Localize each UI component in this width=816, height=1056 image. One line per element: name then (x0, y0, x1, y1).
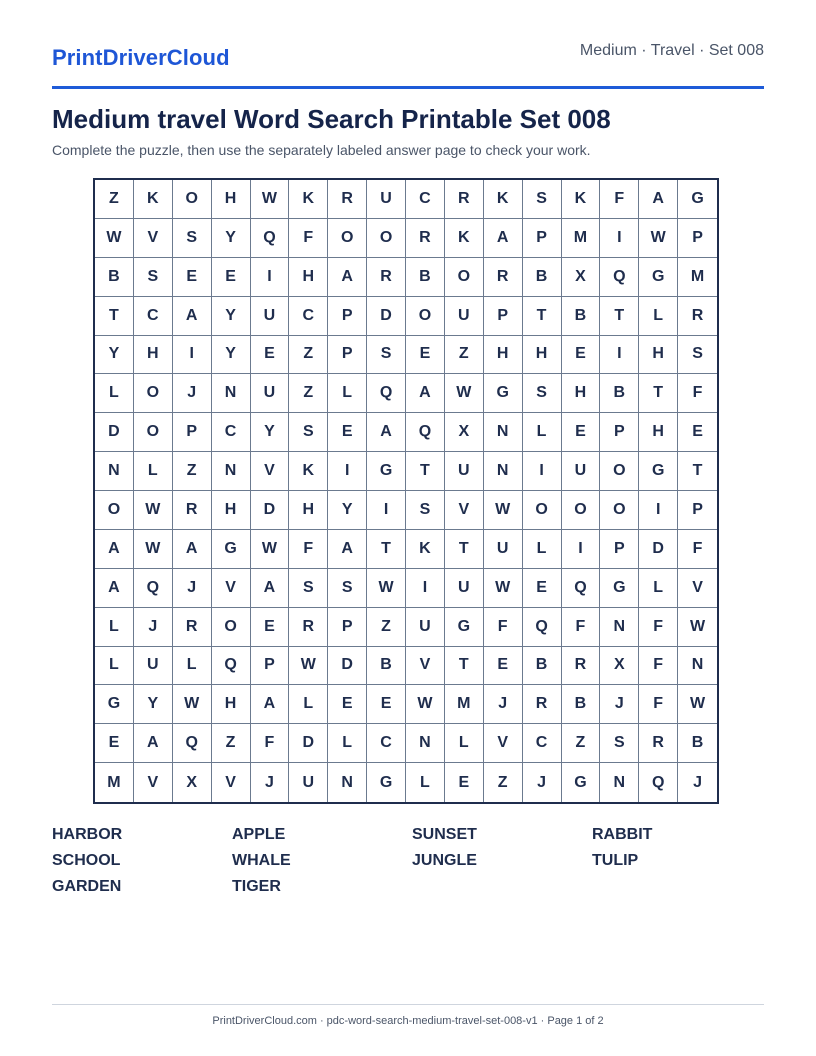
grid-cell: W (639, 219, 678, 258)
grid-cell: L (639, 297, 678, 336)
grid-cell: Z (445, 336, 484, 375)
grid-cell: N (95, 452, 134, 491)
grid-cell: L (328, 374, 367, 413)
grid-cell: H (523, 336, 562, 375)
grid-cell: H (562, 374, 601, 413)
grid-cell: U (251, 297, 290, 336)
grid-cell: E (406, 336, 445, 375)
grid-cell: P (600, 530, 639, 569)
grid-cell: O (406, 297, 445, 336)
grid-cell: M (562, 219, 601, 258)
grid-cell: B (562, 685, 601, 724)
grid-cell: Z (367, 608, 406, 647)
grid-cell: E (251, 608, 290, 647)
word-list-item: TULIP (592, 852, 639, 869)
word-list-item: RABBIT (592, 826, 653, 843)
grid-cell: H (639, 413, 678, 452)
grid-cell: A (173, 297, 212, 336)
grid-cell: M (678, 258, 717, 297)
grid-cell: S (523, 180, 562, 219)
grid-cell: Q (600, 258, 639, 297)
grid-cell: P (600, 413, 639, 452)
grid-cell: H (289, 491, 328, 530)
grid-cell: G (484, 374, 523, 413)
grid-cell: R (367, 258, 406, 297)
grid-cell: V (484, 724, 523, 763)
grid-cell: B (95, 258, 134, 297)
grid-cell: Q (406, 413, 445, 452)
grid-cell: R (406, 219, 445, 258)
grid-cell: P (328, 336, 367, 375)
grid-cell: G (367, 763, 406, 802)
grid-cell: N (484, 413, 523, 452)
grid-cell: Z (289, 336, 328, 375)
grid-cell: I (328, 452, 367, 491)
grid-cell: Y (95, 336, 134, 375)
grid-cell: A (95, 569, 134, 608)
grid-cell: J (173, 569, 212, 608)
grid-cell: Q (173, 724, 212, 763)
grid-cell: B (562, 297, 601, 336)
grid-cell: E (523, 569, 562, 608)
grid-cell: Q (251, 219, 290, 258)
grid-cell: S (289, 569, 328, 608)
grid-cell: Y (134, 685, 173, 724)
grid-cell: N (406, 724, 445, 763)
grid-cell: C (212, 413, 251, 452)
grid-cell: L (523, 413, 562, 452)
grid-cell: J (134, 608, 173, 647)
grid-cell: L (289, 685, 328, 724)
grid-cell: G (212, 530, 251, 569)
grid-cell: R (289, 608, 328, 647)
grid-cell: D (367, 297, 406, 336)
grid-cell: G (367, 452, 406, 491)
grid-cell: U (445, 297, 484, 336)
grid-cell: D (95, 413, 134, 452)
grid-cell: V (678, 569, 717, 608)
grid-cell: X (562, 258, 601, 297)
grid-cell: E (212, 258, 251, 297)
word-list-item: JUNGLE (412, 852, 477, 869)
grid-cell: D (639, 530, 678, 569)
grid-cell: S (289, 413, 328, 452)
grid-cell: O (600, 491, 639, 530)
grid-cell: T (445, 647, 484, 686)
grid-cell: F (678, 530, 717, 569)
grid-cell: S (523, 374, 562, 413)
grid-cell: S (367, 336, 406, 375)
grid-cell: U (251, 374, 290, 413)
grid-cell: T (523, 297, 562, 336)
grid-cell: G (95, 685, 134, 724)
grid-cell: Y (212, 219, 251, 258)
word-list-item: SUNSET (412, 826, 477, 843)
grid-cell: Q (212, 647, 251, 686)
grid-cell: V (445, 491, 484, 530)
grid-cell: E (95, 724, 134, 763)
grid-cell: Y (251, 413, 290, 452)
grid-cell: B (367, 647, 406, 686)
grid-cell: S (328, 569, 367, 608)
grid-cell: A (251, 685, 290, 724)
grid-cell: R (562, 647, 601, 686)
grid-cell: Z (173, 452, 212, 491)
word-list-item: GARDEN (52, 878, 122, 895)
grid-cell: L (173, 647, 212, 686)
grid-cell: N (328, 763, 367, 802)
page-footer (52, 1004, 764, 1027)
grid-cell: I (562, 530, 601, 569)
grid-cell: W (251, 180, 290, 219)
grid-cell: Q (134, 569, 173, 608)
grid-cell: Z (95, 180, 134, 219)
word-list (52, 824, 772, 902)
grid-cell: R (523, 685, 562, 724)
grid-cell: I (600, 336, 639, 375)
grid-cell: S (600, 724, 639, 763)
grid-cell: F (600, 180, 639, 219)
grid-cell: J (173, 374, 212, 413)
grid-cell: R (678, 297, 717, 336)
grid-cell: N (484, 452, 523, 491)
word-list-item: APPLE (232, 826, 286, 843)
grid-cell: A (406, 374, 445, 413)
grid-cell: N (212, 374, 251, 413)
grid-cell: F (639, 608, 678, 647)
grid-cell: W (173, 685, 212, 724)
grid-cell: K (562, 180, 601, 219)
grid-cell: D (289, 724, 328, 763)
grid-cell: X (445, 413, 484, 452)
grid-cell: C (289, 297, 328, 336)
grid-cell: R (639, 724, 678, 763)
grid-cell: U (445, 569, 484, 608)
grid-cell: P (678, 219, 717, 258)
grid-cell: H (639, 336, 678, 375)
grid-cell: I (639, 491, 678, 530)
grid-cell: G (639, 452, 678, 491)
grid-cell: G (639, 258, 678, 297)
grid-cell: R (173, 491, 212, 530)
grid-cell: A (328, 530, 367, 569)
grid-cell: E (328, 413, 367, 452)
grid-cell: V (251, 452, 290, 491)
grid-cell: W (445, 374, 484, 413)
grid-cell: P (173, 413, 212, 452)
grid-cell: J (693, 773, 703, 791)
grid-cell: P (484, 297, 523, 336)
grid-cell: E (678, 413, 717, 452)
grid-cell: X (173, 763, 212, 802)
grid-cell: V (134, 219, 173, 258)
grid-cell: U (367, 180, 406, 219)
grid-cell: N (600, 763, 639, 802)
grid-cell: U (289, 763, 328, 802)
grid-cell: L (95, 374, 134, 413)
grid-cell: T (600, 297, 639, 336)
grid-cell: P (678, 491, 717, 530)
grid-cell: B (600, 374, 639, 413)
grid-cell: A (367, 413, 406, 452)
grid-cell: F (639, 647, 678, 686)
grid-cell: Z (562, 724, 601, 763)
grid-cell: E (173, 258, 212, 297)
grid-cell: W (484, 491, 523, 530)
grid-cell: O (523, 491, 562, 530)
grid-cell: E (484, 647, 523, 686)
grid-cell: E (562, 336, 601, 375)
grid-cell: J (523, 763, 562, 802)
grid-cell: Q (367, 374, 406, 413)
grid-cell: P (328, 297, 367, 336)
grid-cell: W (95, 219, 134, 258)
grid-cell: S (173, 219, 212, 258)
grid-cell: S (134, 258, 173, 297)
grid-cell: A (639, 180, 678, 219)
grid-cell: E (562, 413, 601, 452)
grid-cell: K (289, 180, 328, 219)
grid-cell: O (600, 452, 639, 491)
grid-cell: U (484, 530, 523, 569)
grid-cell: L (134, 452, 173, 491)
page-subtitle: Complete the puzzle, then use the separately labeled answer page to check your work. (52, 142, 591, 158)
grid-cell: F (639, 685, 678, 724)
grid-cell: H (212, 180, 251, 219)
grid-cell: T (95, 297, 134, 336)
grid-cell: W (678, 685, 717, 724)
grid-cell: E (251, 336, 290, 375)
grid-cell: H (484, 336, 523, 375)
page-title: Medium travel Word Search Printable Set 008 (52, 104, 611, 134)
grid-cell: X (600, 647, 639, 686)
grid-cell: O (562, 491, 601, 530)
grid-cell: Z (484, 763, 523, 802)
grid-cell: E (328, 685, 367, 724)
grid-cell: V (406, 647, 445, 686)
grid-cell: P (251, 647, 290, 686)
grid-cell: K (445, 219, 484, 258)
grid-cell: K (406, 530, 445, 569)
grid-cell: G (445, 608, 484, 647)
word-list-item: TIGER (232, 878, 281, 895)
grid-cell: N (212, 452, 251, 491)
grid-cell: T (445, 530, 484, 569)
grid-cell: L (328, 724, 367, 763)
grid-cell: A (328, 258, 367, 297)
grid-cell: M (95, 763, 134, 802)
grid-cell: Z (289, 374, 328, 413)
grid-cell: C (367, 724, 406, 763)
grid-cell: K (134, 180, 173, 219)
grid-cell: Q (523, 608, 562, 647)
grid-cell: T (406, 452, 445, 491)
grid-cell: F (289, 219, 328, 258)
grid-cell: L (406, 763, 445, 802)
grid-cell: N (600, 608, 639, 647)
grid-cell: H (212, 685, 251, 724)
grid-cell: C (406, 180, 445, 219)
grid-cell: P (523, 219, 562, 258)
grid-cell: B (523, 647, 562, 686)
grid-cell: L (523, 530, 562, 569)
grid-cell: L (639, 569, 678, 608)
grid-cell: U (445, 452, 484, 491)
grid-cell: V (134, 763, 173, 802)
grid-cell: T (367, 530, 406, 569)
grid-cell: L (95, 647, 134, 686)
grid-cell: A (173, 530, 212, 569)
grid-cell: G (678, 180, 717, 219)
grid-cell: C (523, 724, 562, 763)
grid-cell: D (328, 647, 367, 686)
grid-cell: L (445, 724, 484, 763)
grid-cell: R (445, 180, 484, 219)
grid-cell: G (562, 763, 601, 802)
grid-cell: A (134, 724, 173, 763)
word-list-item: HARBOR (52, 826, 123, 843)
grid-cell: O (173, 180, 212, 219)
brand-logo[interactable]: PrintDriverCloud (52, 45, 230, 70)
grid-cell: W (367, 569, 406, 608)
grid-cell: I (251, 258, 290, 297)
grid-cell: O (367, 219, 406, 258)
puzzle-meta: Medium · Travel · Set 008 (579, 42, 764, 59)
grid-cell: Q (562, 569, 601, 608)
grid-cell: T (639, 374, 678, 413)
grid-cell: I (173, 336, 212, 375)
grid-cell: K (484, 180, 523, 219)
grid-cell: B (406, 258, 445, 297)
grid-cell: W (251, 530, 290, 569)
word-list-item: WHALE (232, 852, 291, 869)
grid-cell: J (600, 685, 639, 724)
grid-cell: M (445, 685, 484, 724)
grid-cell: U (406, 608, 445, 647)
grid-cell: I (523, 452, 562, 491)
grid-cell: I (406, 569, 445, 608)
grid-cell: D (251, 491, 290, 530)
grid-cell: P (328, 608, 367, 647)
grid-cell: W (289, 647, 328, 686)
grid-cell: H (212, 491, 251, 530)
grid-cell: U (562, 452, 601, 491)
grid-cell: I (600, 219, 639, 258)
grid-cell: A (95, 530, 134, 569)
grid-cell: C (134, 297, 173, 336)
grid-cell: O (134, 413, 173, 452)
grid-cell: F (562, 608, 601, 647)
grid-cell: T (678, 452, 717, 491)
grid-cell: H (134, 336, 173, 375)
grid-cell: W (134, 530, 173, 569)
grid-cell: G (600, 569, 639, 608)
grid-cell: L (95, 608, 134, 647)
grid-cell: W (134, 491, 173, 530)
grid-cell: F (251, 724, 290, 763)
grid-cell: Z (212, 724, 251, 763)
grid-cell: R (328, 180, 367, 219)
grid-cell: I (367, 491, 406, 530)
grid-cell: A (251, 569, 290, 608)
grid-cell: Q (639, 763, 678, 802)
grid-cell: H (289, 258, 328, 297)
grid-cell: V (212, 763, 251, 802)
grid-cell: J (251, 763, 290, 802)
grid-cell: J (484, 685, 523, 724)
grid-cell: Y (328, 491, 367, 530)
grid-cell: E (445, 763, 484, 802)
grid-cell: K (289, 452, 328, 491)
grid-cell: B (523, 258, 562, 297)
grid-cell: Y (212, 297, 251, 336)
grid-cell: W (678, 608, 717, 647)
grid-cell: A (484, 219, 523, 258)
word-list-item: SCHOOL (52, 852, 121, 869)
footer-text: PrintDriverCloud.com · pdc-word-search-medium-travel-set-008-v1 · Page 1 of 2 (212, 1015, 604, 1027)
grid-cell: O (328, 219, 367, 258)
grid-cell: N (678, 647, 717, 686)
grid-cell: O (95, 491, 134, 530)
grid-cell: O (212, 608, 251, 647)
grid-cell: E (367, 685, 406, 724)
grid-cell: W (406, 685, 445, 724)
grid-cell: S (678, 336, 717, 375)
grid-cell: R (484, 258, 523, 297)
grid-cell: Y (212, 336, 251, 375)
grid-cell: O (445, 258, 484, 297)
grid-cell: B (678, 724, 717, 763)
grid-cell: O (134, 374, 173, 413)
grid-cell: V (212, 569, 251, 608)
grid-cell: S (406, 491, 445, 530)
grid-cell: U (134, 647, 173, 686)
grid-cell: F (289, 530, 328, 569)
grid-cell: W (484, 569, 523, 608)
word-search-grid (93, 178, 719, 804)
grid-cell: R (173, 608, 212, 647)
grid-cell: F (484, 608, 523, 647)
grid-cell: F (678, 374, 717, 413)
page-header (52, 40, 764, 89)
